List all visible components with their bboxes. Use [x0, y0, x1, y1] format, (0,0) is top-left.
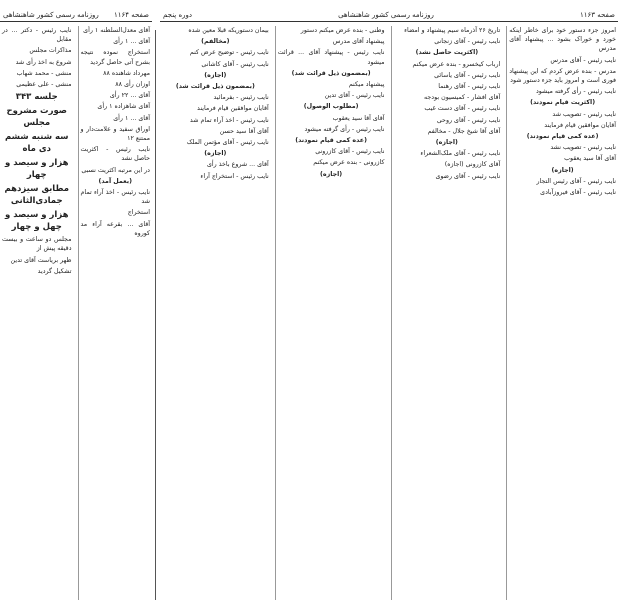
text-line: تاریخ ۲۶ آذرماه سیم پیشنهاد و امضاء [404, 27, 501, 34]
text-line: نایب رئیس - دکتر ... در مقابل [2, 27, 72, 44]
left-page-title: روزنامه رسمی کشور شاهنشاهی [3, 10, 99, 19]
text-line: جلسه ۳۴۳ [15, 92, 58, 103]
text-line: نایب رئیس - آقای یاسائی [434, 71, 501, 79]
text-line: (اکثریت حاصل نشد) [415, 49, 479, 57]
right-page [160, 0, 618, 600]
text-line: نایب رئیس - آقای کاشانی [201, 60, 269, 68]
text-line: نایب رئیس - تصویب شد [552, 110, 616, 118]
text-line: نایب رئیس - آقای مؤتمن الملک [186, 139, 269, 147]
text-line: (اجازه) [551, 166, 574, 174]
text-line: هزار و سیصد و چهار [4, 158, 69, 181]
text-line: آقای ... ۱ رأی [113, 38, 150, 46]
text-line: نایب رئیس - آقای زنجانی [434, 38, 501, 46]
text-line: وطنی - بنده عرض میکنم دستور [300, 27, 385, 34]
left-column-2 [0, 26, 74, 600]
text-line: بیمان دستوریکه قبلا معین شده [188, 27, 269, 34]
text-line: نایب رئیس - آقای دست غیب [424, 105, 501, 113]
text-line: استخراج [127, 209, 150, 217]
text-line: ارباب کیخسرو - بنده عرض میکنم [412, 60, 501, 68]
text-line: مجلس دو ساعت و بیست دقیقه پیش از [2, 236, 72, 253]
text-line: امروز جزء دستور خود برای خاطر اینکه خورد و خوراک بشود ... پیشنهاد آقای مدرس [509, 27, 616, 53]
text-line: نایب رئیس - استخراج آراء [200, 172, 269, 180]
text-line: مطابق سیزدهم جمادی‌الثانی [4, 184, 70, 207]
text-line: (مخالفم) [201, 38, 230, 46]
text-line: نایب رئیس - آقای ملک‌الشعراء [420, 150, 501, 158]
text-line: منشی - محمد شهاب [16, 69, 72, 77]
right-column-4 [160, 26, 271, 600]
text-line: کازرونی - بنده عرض میکنم [313, 159, 385, 167]
text-line: آقای آقا شیخ جلال - مخالفم [427, 127, 501, 135]
text-line: مذاکرات مجلس [29, 47, 72, 55]
right-column-3 [275, 26, 387, 600]
text-line: نایب رئیس - آقای رئیس التجار [536, 177, 616, 185]
text-line: هزار و سیصد و چهل و چهار [4, 210, 69, 233]
left-column-1 [78, 26, 153, 600]
text-line: (اجازه) [204, 71, 227, 79]
text-line: صورت مشروح مجلس [6, 106, 68, 129]
right-page-session: دوره پنجم [163, 10, 193, 19]
text-line: نایب رئیس - آقای تدین [324, 92, 385, 100]
text-line: (بمضمون ذیل قرائت شد) [175, 83, 255, 91]
text-line: آقایان موافقین قیام فرمایند [544, 121, 616, 129]
text-line: نایب رئیس - پیشنهاد آقای ... قرائت میشود [277, 49, 385, 66]
text-line: نایب رئیس - اخذ آراء تمام شد [189, 116, 269, 124]
text-line: منشی - علی عظیمی [16, 81, 72, 89]
text-line: آقای آقا سید یعقوب [332, 114, 385, 122]
text-line: (اجازه) [435, 139, 458, 147]
text-line: نایب رئیس - آقای فیروزآبادی [540, 189, 616, 197]
text-line: سه شنبه ششم دی ماه [4, 132, 69, 155]
text-line: تشکیل گردید [37, 267, 72, 275]
text-line: نایب رئیس - توضیح عرض کنم [189, 49, 269, 57]
text-line: نایب رئیس - آقای کازرونی [315, 148, 385, 156]
text-line: آقای آقا سید حسن [219, 127, 269, 135]
text-line: مهرداد شاهنده ۸۸ [103, 69, 150, 77]
text-line: آقای آقا سید یعقوب [564, 155, 616, 163]
text-line: آقای ... شروع باخذ رأی [206, 161, 269, 169]
right-column-1 [506, 26, 618, 600]
text-line: آقای شاهزاده ۱ رأی [97, 103, 150, 111]
text-line: استخراج نموده نتیجه بشرح آتی حاصل گردید [80, 49, 150, 66]
text-line: نایب رئیس - آقای روحی [436, 116, 501, 124]
text-line: (اجازه) [320, 170, 343, 178]
left-page-header [0, 8, 152, 22]
text-line: نایب رئیس - آقای رضوی [435, 172, 501, 180]
text-line: آقای افشار - کمیسیون بودجه [424, 94, 501, 102]
text-line: آقای ... ۱ رأی [113, 114, 150, 122]
text-line: پیشنهاد میکنم [348, 81, 385, 89]
text-line: نایب رئیس - اکثریت حاصل نشد [80, 146, 150, 163]
text-line: شروع به اخذ رأی شد [15, 58, 72, 66]
text-line: آقایان موافقین قیام فرمایند [197, 105, 269, 113]
text-line: ظهر بریاست آقای تدین [10, 256, 72, 264]
text-line: اوراق سفید و علامت‌دار و ممتنع ۱۲ [80, 125, 150, 143]
text-line: (عده کمی قیام نمودند) [526, 133, 599, 141]
page-divider [155, 30, 156, 600]
text-line: نایب رئیس - اخذ آراء تمام شد [80, 189, 150, 206]
left-page [0, 0, 152, 600]
text-line: پیشنهاد آقای مدرس [332, 38, 385, 46]
right-page-title: روزنامه رسمی کشور شاهنشاهی [338, 10, 434, 19]
text-line: آقای معدل‌السلطنه ۱ رأی [83, 27, 150, 34]
text-line: در این مرتبه اکثریت نسبی [81, 166, 150, 174]
text-line: نایب رئیس - رأی گرفته میشود [304, 125, 385, 133]
left-page-number: صفحه ۱۱۶۴ [113, 10, 149, 19]
text-line: (مطلوب الوصول) [303, 103, 359, 111]
text-line: نایب رئیس - آقای رهنما [438, 83, 501, 91]
text-line: آقای کازرونی (اجازه) [444, 161, 501, 169]
text-line: (بمضمون ذیل قرائت شد) [291, 69, 371, 77]
text-line: (اجازه) [204, 150, 227, 158]
text-line: (اکثریت قیام نمودند) [530, 99, 596, 107]
text-line: اوزان رأی ۸۸ [115, 81, 150, 89]
text-line: (عده کمی قیام نمودند) [295, 137, 367, 145]
text-line: آقای ... بقرعه آراء مد کوروه [80, 220, 150, 237]
text-line: نایب رئیس - آقای مدرس [550, 56, 616, 64]
text-line: مدرس - بنده عرض کردم که این پیشنهاد فوری است و امروز باید جزء دستور شود [509, 67, 616, 85]
text-line: آقای ... ۲۲ رأی [109, 92, 150, 100]
text-line: نایب رئیس - بفرمائید [213, 94, 269, 102]
text-line: نایب رئیس - تصویب نشد [550, 144, 616, 152]
right-page-number: صفحه ۱۱۶۳ [579, 10, 615, 19]
text-line: (بعمل آمد) [98, 177, 132, 185]
right-column-2 [391, 26, 503, 600]
text-line: نایب رئیس - رأی گرفته میشود [535, 88, 616, 96]
right-page-header [160, 8, 618, 22]
